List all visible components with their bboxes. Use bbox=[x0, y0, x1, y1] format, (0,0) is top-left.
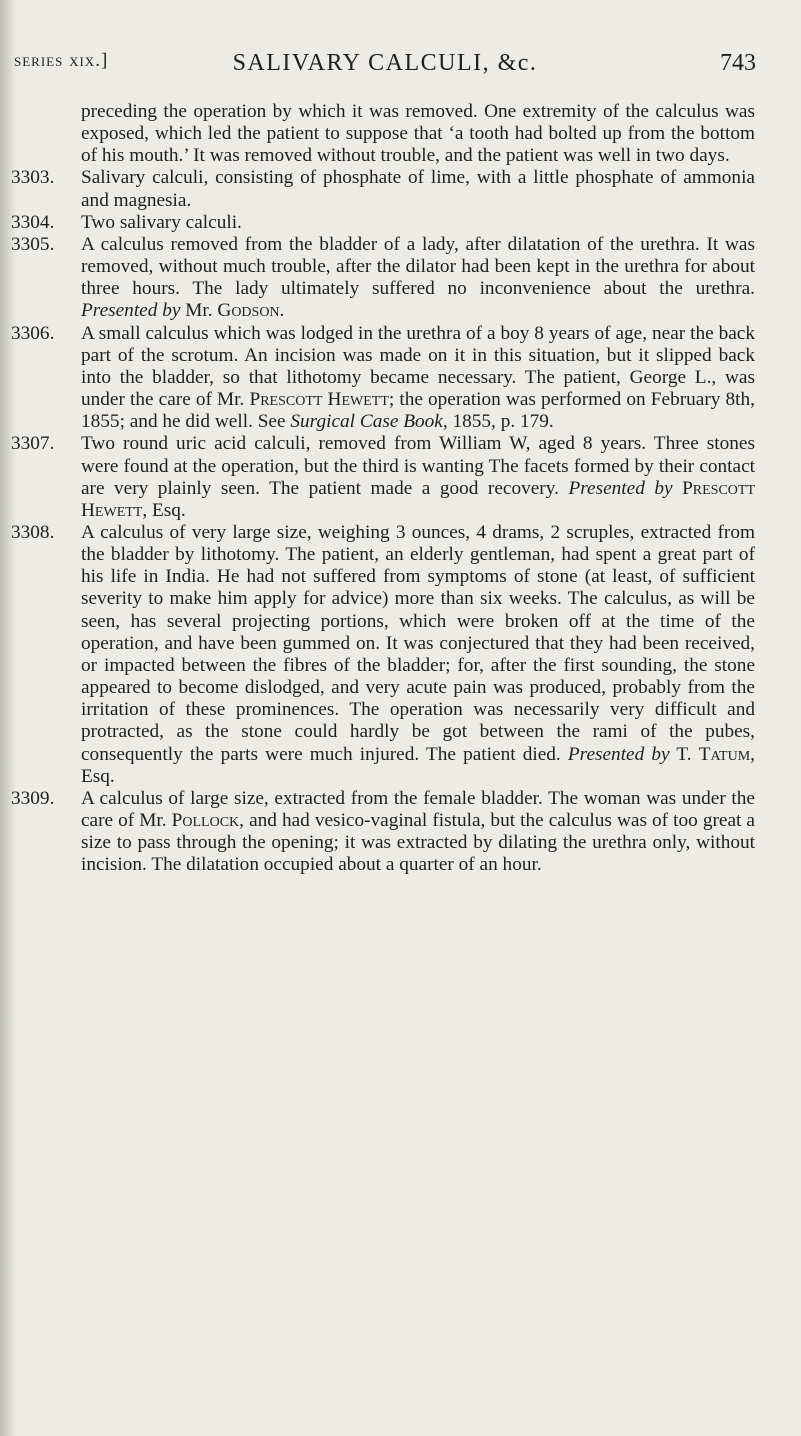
presenter-initial: T. bbox=[676, 743, 692, 765]
page-title: SALIVARY CALCULI, &c. bbox=[232, 50, 538, 76]
entry-text: Two salivary calculi. bbox=[81, 211, 242, 233]
presenter-suffix: Esq. bbox=[81, 765, 115, 787]
surgeon-name: Prescott Hewett; bbox=[249, 389, 395, 411]
catalogue-entry-3305: 3305. A calculus removed from the bladder of a lady, after dilatation of the urethra. It was removed, without much trouble, after the dilator had been kept in the urethra for about three hours. The lady ultimately suffered no inconvenience about the urethra. Presented by Mr. Godson. bbox=[11, 233, 755, 322]
catalogue-entry-3306 bbox=[11, 322, 755, 434]
presenter-name: Tatum, bbox=[698, 743, 755, 765]
entry-number: 3305. bbox=[11, 233, 55, 255]
page-number: 743 bbox=[720, 50, 756, 76]
catalogue-entry-3303 bbox=[11, 167, 755, 211]
continuation-paragraph: preceding the operation by which it was removed. One extremity of the calculus was exposed, which led the patient to suppose that ‘a tooth had bolted up from the bottom of his mouth.’ It was removed without trouble, and the patient was well in two days. bbox=[81, 101, 755, 167]
running-head bbox=[0, 50, 801, 90]
presented-by-label: Presented by bbox=[81, 300, 181, 322]
entry-number: 3303. bbox=[11, 167, 55, 189]
surgeon-name: Pollock, bbox=[171, 810, 244, 831]
presented-by-label: Presented by bbox=[568, 477, 673, 499]
entry-number: 3306. bbox=[11, 322, 55, 344]
entry-text-continued: the operation was performed on February 8th, 1855; and he did well. See bbox=[81, 389, 755, 433]
entry-number: 3308. bbox=[11, 521, 55, 543]
entry-number: 3304. bbox=[11, 211, 55, 233]
entry-text: A small calculus which was lodged in the urethra of a boy 8 years of age, near the back part of the scrotum. An incision was made on it in this situation, but it slipped back into the bladder, so that lithotomy became necessary. The patient, George L., was under the care of Mr. bbox=[81, 322, 755, 411]
entry-number: 3307. bbox=[11, 433, 55, 455]
entry-text: A calculus of very large size, weighing 3 ounces, 4 drams, 2 scruples, extracted from the bladder by lithotomy. The patient, an elderly gentleman, had spent a great part of his life in India. He had not suffered from symptoms of stone (at least, of sufficient severity to make him apply for advice) more than six weeks. The calculus, as will be seen, has several projecting portions, which were broken off at the time of the operation, and have been gummed on. It was conjectured that they had been received, or impacted between the fibres of the bladder; for, after the first sounding, the stone appeared to become dislodged, and very acute pain was produced, probably from the irritation of these prominences. The operation was necessarily very difficult and protracted, as the stone could hardly be got between the rami of the pubes, consequently the parts were much injured. The patient died. bbox=[81, 521, 755, 765]
entry-text: A calculus removed from the bladder of a lady, after dilatation of the urethra. It was removed, without much trouble, after the dilator had been kept in the urethra for about three hours. The lady ultimately suffered no inconvenience about the urethra. bbox=[81, 233, 755, 300]
catalogue-entry-3308 bbox=[11, 521, 755, 788]
presented-by-label: Presented by bbox=[567, 743, 670, 765]
catalogue-entry-3304 bbox=[11, 211, 755, 234]
catalogue-entry-3307 bbox=[11, 433, 756, 522]
reference-title: Surgical Case Book, bbox=[290, 411, 448, 433]
catalogue-entry-3309 bbox=[11, 787, 755, 877]
entry-text-continued: and had vesico-vaginal fistula, but the calculus was of too great a size to pass through the opening; it was extracted by dilating the urethra only, without incision. The dilatation occupied about a quarter of an hour. bbox=[81, 810, 755, 876]
presenter-name: Godson. bbox=[217, 300, 285, 322]
entry-number: 3309. bbox=[11, 787, 55, 809]
presenter-name: Prescott Hewett, bbox=[81, 477, 756, 521]
catalogue-text bbox=[11, 101, 756, 876]
series-label: series xix.] bbox=[14, 50, 109, 71]
reference-details: 1855, p. 179. bbox=[452, 411, 554, 433]
presenter-suffix: Esq. bbox=[152, 499, 186, 521]
entry-text: Two round uric acid calculi, removed from William W, aged 8 years. Three stones were found at the operation, but the third is wanting The facets formed by their contact are very plainly seen. The patient made a good recovery. bbox=[81, 433, 755, 499]
entry-text: Salivary calculi, consisting of phosphate of lime, with a little phosphate of ammonia and magnesia. bbox=[81, 167, 755, 211]
entry-text: A calculus of large size, extracted from the female bladder. The woman was under the care of Mr. bbox=[81, 787, 755, 831]
